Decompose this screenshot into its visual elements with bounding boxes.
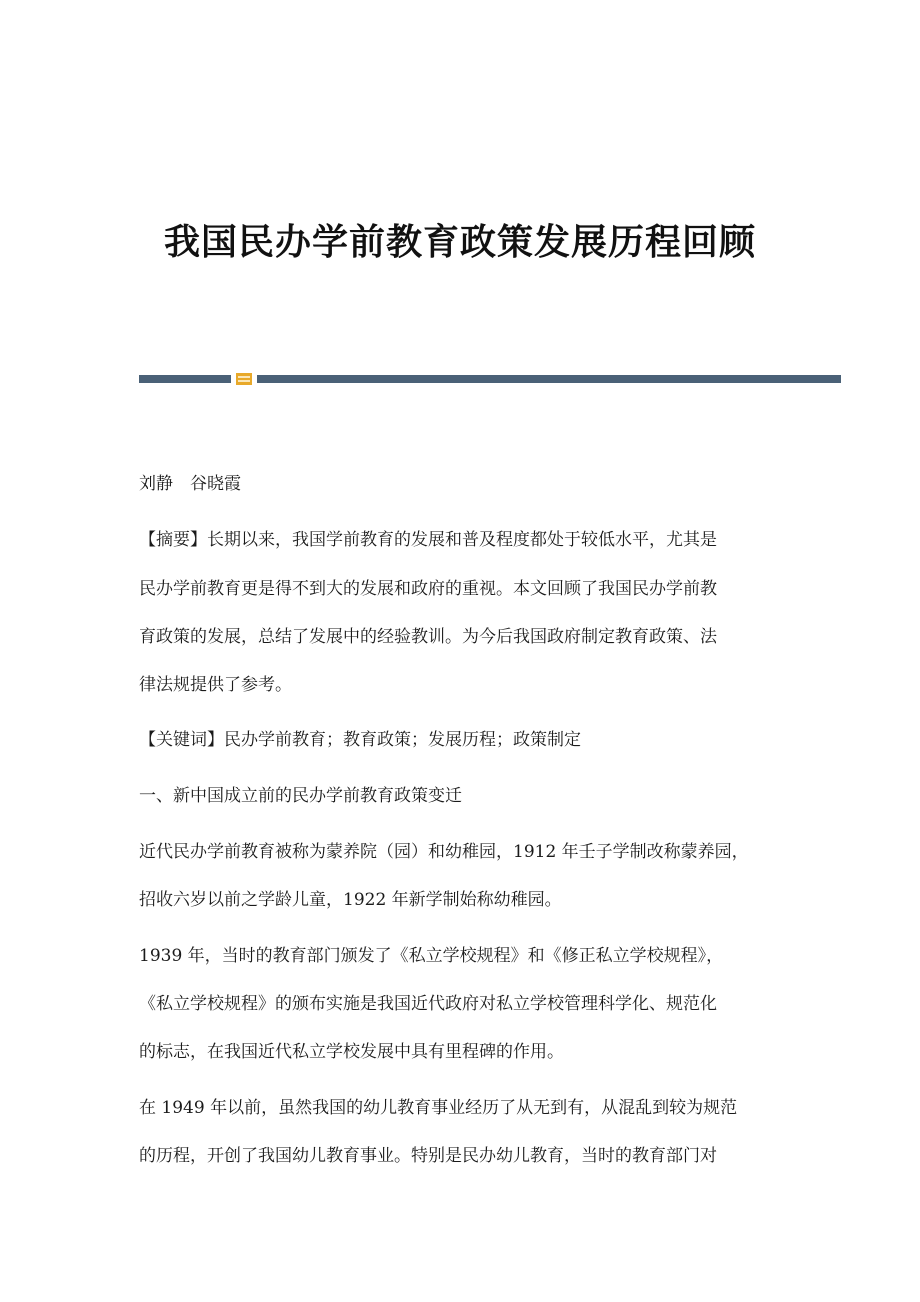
paragraph-line: 1939 年，当时的教育部门颁发了《私立学校规程》和《修正私立学校规程》，	[139, 946, 724, 966]
authors: 刘静 谷晓霞	[139, 474, 241, 494]
section-heading: 一、新中国成立前的民办学前教育政策变迁	[139, 786, 462, 806]
paragraph-line: 《私立学校规程》的颁布实施是我国近代政府对私立学校管理科学化、规范化	[139, 994, 717, 1014]
abstract-line: 律法规提供了参考。	[139, 675, 292, 695]
abstract-line: 【摘要】长期以来，我国学前教育的发展和普及程度都处于较低水平，尤其是	[139, 530, 717, 550]
keywords: 【关键词】民办学前教育；教育政策；发展历程；政策制定	[139, 730, 581, 750]
paragraph-line: 的历程，开创了我国幼儿教育事业。特别是民办幼儿教育，当时的教育部门对	[139, 1146, 717, 1166]
abstract-line: 民办学前教育更是得不到大的发展和政府的重视。本文回顾了我国民办学前教	[139, 579, 717, 599]
paragraph-line: 近代民办学前教育被称为蒙养院（园）和幼稚园，1912 年壬子学制改称蒙养园，	[139, 842, 749, 862]
abstract-line: 育政策的发展，总结了发展中的经验教训。为今后我国政府制定教育政策、法	[139, 627, 717, 647]
divider-ornament-icon	[236, 373, 252, 385]
paragraph-line: 的标志，在我国近代私立学校发展中具有里程碑的作用。	[139, 1042, 564, 1062]
paragraph-line: 在 1949 年以前，虽然我国的幼儿教育事业经历了从无到有，从混乱到较为规范	[139, 1098, 738, 1118]
paragraph-line: 招收六岁以前之学龄儿童，1922 年新学制始称幼稚园。	[139, 890, 562, 910]
divider-bar-right	[257, 375, 841, 383]
document-title: 我国民办学前教育政策发展历程回顾	[163, 221, 756, 263]
divider-bar-left	[139, 375, 231, 383]
